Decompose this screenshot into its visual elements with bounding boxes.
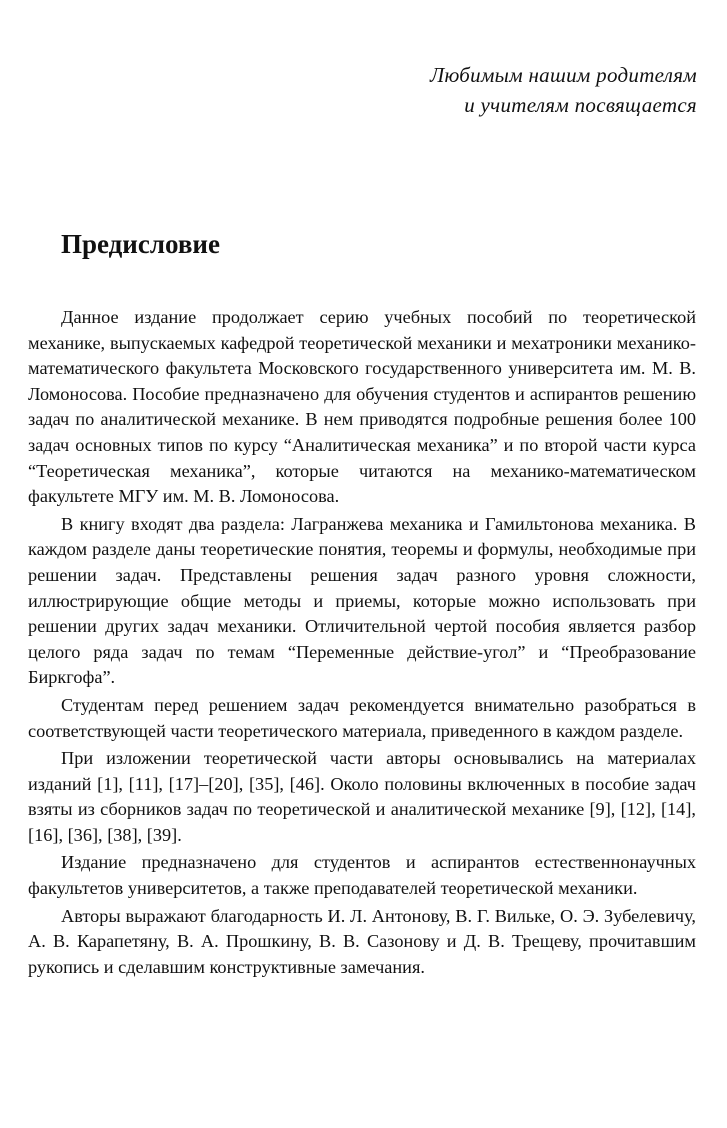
paragraph-6: Авторы выражают благодарность И. Л. Антонову, В. Г. Вильке, О. Э. Зубелевичу, А. В. Карапетяну, В. А. Прошкину, В. В. Сазонову и Д. В. Трещеву, прочитавшим рукопись и сделавшим конструктивные замечания. [28, 905, 696, 977]
page-title: Предисловие [61, 229, 220, 259]
paragraph-5: Издание предназначено для студентов и аспирантов естественнонаучных факультетов университетов, а также преподавателей теоретической механики. [28, 852, 696, 899]
dedication-line-1: Любимым нашим родителям [429, 63, 697, 87]
dedication [430, 60, 697, 120]
dedication-line-2: и учителям посвящается [464, 93, 697, 117]
paragraph-3: Студентам перед решением задач рекомендуется внимательно разобраться в соответствующей части теоретического материала, приведенного в каждом разделе. [28, 694, 696, 741]
paragraph-1: Данное издание продолжает серию учебных пособий по теоретической механике, выпускаемых кафедрой теоретической механики и мехатроники механико-математического факультета Московского государственного университета им. М. В. Ломоносова. Пособие предназначено для обучения студентов и аспирантов решению задач по аналитической механике. В нем приводятся подробные решения более 100 задач основных типов по курсу “Аналитическая механика” и по второй части курса “Теоретическая механика”, которые читаются на механико-математическом факультете МГУ им. М. В. Ломоносова. [28, 307, 696, 507]
preface-body [28, 305, 696, 982]
paragraph-4: При изложении теоретической части авторы основывались на материалах изданий [1], [11], [17]–[20], [35], [46]. Около половины включенных в пособие задач взяты из сборников задач по теоретической и аналитической механике [9], [12], [14], [16], [36], [38], [39]. [28, 748, 696, 845]
paragraph-2: В книгу входят два раздела: Лагранжева механика и Гамильтонова механика. В каждом разделе даны теоретические понятия, теоремы и формулы, необходимые при решении задач. Представлены решения задач разного уровня сложности, иллюстрирующие общие методы и приемы, которые можно использовать при решении других задач механики. Отличительной чертой пособия является разбор целого ряда задач по темам “Переменные действие-угол” и “Преобразование Биркгофа”. [28, 513, 696, 688]
